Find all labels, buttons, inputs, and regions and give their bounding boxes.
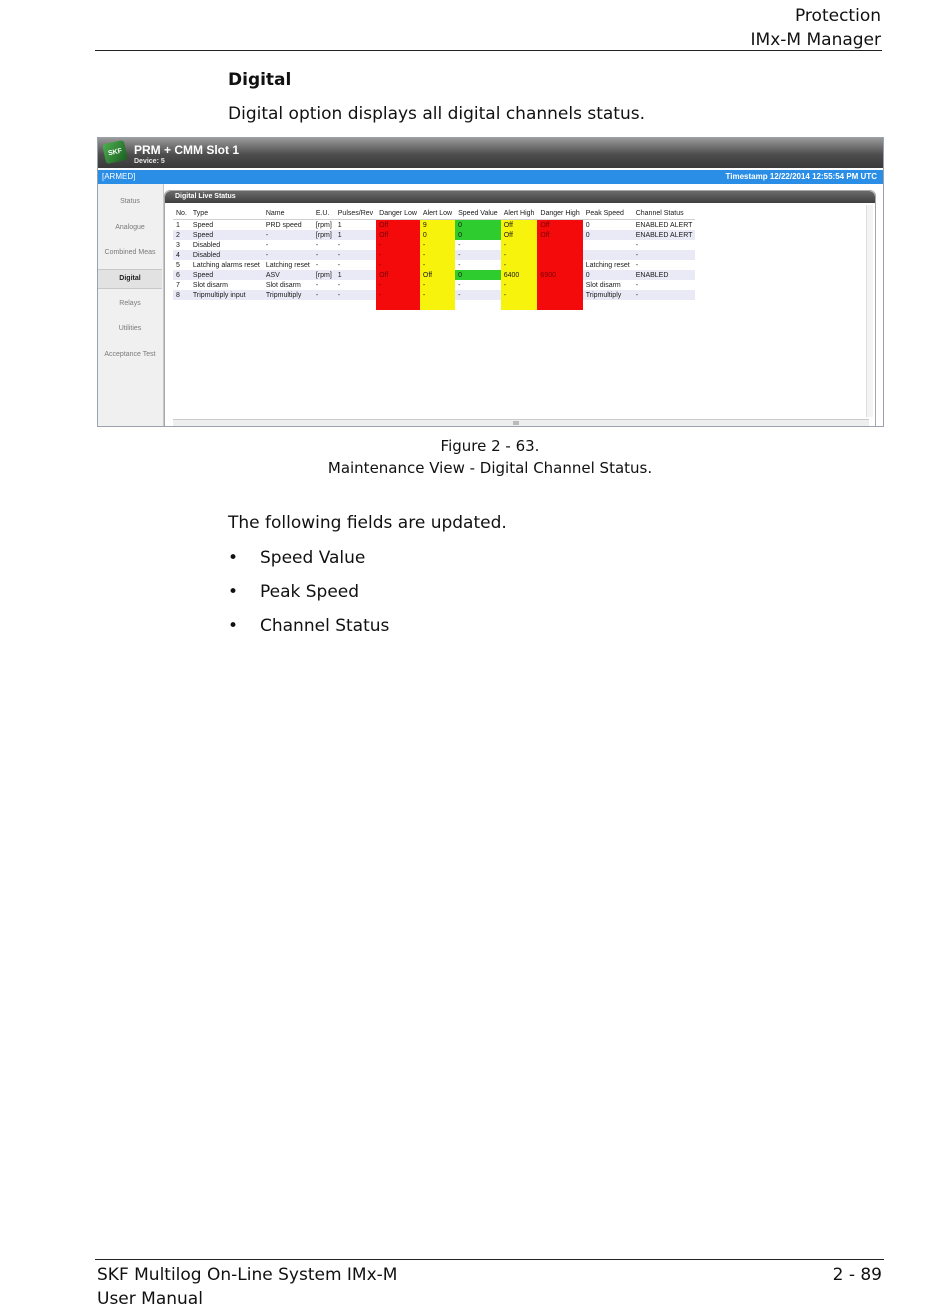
table-row[interactable] — [173, 280, 695, 290]
nav-utilities[interactable]: Utilities — [118, 325, 142, 332]
table-cell: - — [633, 250, 696, 260]
table-cell: 0 — [455, 270, 501, 280]
table-cell: Tripmultiply input — [190, 290, 263, 300]
table-cell — [537, 280, 582, 290]
table-row[interactable] — [173, 270, 695, 280]
table-cell: ASV — [263, 270, 313, 280]
section-intro: Digital option displays all digital channels status. — [228, 104, 645, 124]
column-header[interactable]: Type — [190, 207, 263, 220]
bullet-icon: • — [228, 548, 239, 568]
header-rule — [95, 50, 882, 51]
body-paragraph: The following fields are updated. — [228, 513, 507, 533]
table-cell: Off — [501, 220, 538, 231]
table-cell: Off — [376, 220, 420, 231]
table-cell: 0 — [583, 230, 633, 240]
table-cell: [rpm] — [315, 221, 332, 229]
table-cell: - — [337, 261, 341, 269]
table-cell: Tripmultiply — [263, 290, 313, 300]
digital-live-status-panel — [164, 190, 876, 427]
table-cell — [537, 290, 582, 300]
table-cell — [537, 260, 582, 270]
table-cell: 0 — [420, 230, 455, 240]
app-device: Device: 5 — [134, 158, 165, 165]
section-title: Digital — [228, 70, 292, 90]
table-cell: PRD speed — [265, 221, 302, 229]
table-cell: Off — [537, 230, 582, 240]
panel-header — [165, 191, 875, 203]
column-header[interactable]: Pulses/Rev — [335, 207, 376, 220]
table-cell: 6900 — [537, 270, 582, 280]
table-cell: Disabled — [192, 241, 221, 249]
figure-caption: Maintenance View - Digital Channel Status. — [327, 459, 653, 477]
table-cell: - — [376, 280, 420, 290]
digital-status-table — [173, 207, 695, 310]
table-cell: - — [335, 290, 376, 300]
table-cell: - — [420, 250, 455, 260]
list-item-text: Peak Speed — [260, 582, 360, 602]
table-cell — [420, 300, 455, 310]
app-screenshot — [97, 137, 884, 427]
table-cell: - — [458, 241, 461, 249]
nav-analogue[interactable]: Analogue — [115, 224, 145, 231]
table-cell — [633, 300, 696, 310]
table-cell: - — [263, 230, 313, 240]
nav-relays[interactable]: Relays — [119, 300, 141, 307]
column-header[interactable]: Channel Status — [633, 207, 696, 220]
table-cell: - — [635, 241, 639, 249]
table-cell: - — [420, 260, 455, 270]
table-cell: 5 — [176, 261, 180, 269]
table-row — [173, 300, 695, 310]
scrollbar-thumb[interactable] — [513, 421, 519, 425]
table-cell: Off — [420, 270, 455, 280]
table-cell: Speed — [190, 230, 263, 240]
table-row[interactable] — [173, 250, 695, 260]
table-cell: Slot disarm — [192, 281, 228, 289]
table-cell: 6400 — [501, 270, 538, 280]
table-cell: [rpm] — [313, 270, 335, 280]
table-cell — [583, 300, 633, 310]
table-cell: - — [335, 250, 376, 260]
column-header[interactable]: Name — [263, 207, 313, 220]
table-cell: - — [420, 280, 455, 290]
table-cell: - — [458, 261, 461, 269]
table-cell: ENABLED ALERT — [633, 230, 696, 240]
table-cell — [335, 300, 376, 310]
table-cell: - — [635, 261, 639, 269]
table-cell — [537, 250, 582, 260]
table-cell: - — [501, 250, 538, 260]
table-cell: - — [455, 250, 501, 260]
table-cell: Slot disarm — [265, 281, 301, 289]
header-product: IMx-M Manager — [750, 30, 881, 50]
table-cell: 7 — [176, 281, 180, 289]
column-header[interactable]: Danger High — [537, 207, 582, 220]
table-cell: Disabled — [190, 250, 263, 260]
armed-status: [ARMED] — [102, 172, 136, 181]
table-cell: 0 — [455, 220, 501, 231]
table-cell: Latching reset — [265, 261, 310, 269]
table-cell: Slot disarm — [585, 281, 621, 289]
table-cell — [190, 300, 263, 310]
side-nav — [98, 184, 164, 426]
table-cell: - — [265, 241, 269, 249]
horizontal-scrollbar[interactable] — [173, 419, 869, 427]
table-cell: 9 — [420, 220, 455, 231]
table-cell: 0 — [583, 270, 633, 280]
table-cell — [537, 300, 582, 310]
column-header[interactable]: Danger Low — [376, 207, 420, 220]
column-header[interactable]: Speed Value — [455, 207, 501, 220]
table-cell: - — [337, 241, 341, 249]
table-cell: - — [455, 290, 501, 300]
status-bar — [98, 170, 883, 184]
table-cell: - — [313, 250, 335, 260]
table-cell: - — [315, 281, 319, 289]
table-cell: 0 — [585, 221, 590, 229]
footer-product: SKF Multilog On-Line System IMx-M — [97, 1265, 398, 1285]
table-cell: Off — [501, 230, 538, 240]
table-cell — [313, 300, 335, 310]
table-cell: - — [337, 281, 341, 289]
table-cell: - — [263, 250, 313, 260]
table-cell: - — [458, 281, 461, 289]
nav-digital[interactable]: Digital — [98, 269, 162, 289]
table-cell: Latching alarms reset — [192, 261, 260, 269]
nav-combined-meas[interactable]: Combined Meas — [104, 249, 156, 256]
column-header[interactable]: E.U. — [313, 207, 335, 220]
table-cell: - — [635, 281, 639, 289]
column-header[interactable]: Alert High — [501, 207, 538, 220]
table-cell: - — [501, 280, 538, 290]
table-cell: - — [376, 290, 420, 300]
table-cell: - — [315, 241, 319, 249]
vertical-scrollbar[interactable] — [866, 205, 873, 417]
table-cell — [263, 300, 313, 310]
list-item-text: Channel Status — [260, 616, 390, 636]
table-cell: - — [501, 260, 538, 270]
table-cell: 2 — [173, 230, 190, 240]
table-cell: Speed — [192, 221, 214, 229]
table-cell: Off — [376, 270, 420, 280]
table-cell — [583, 240, 633, 250]
table-cell: - — [420, 240, 455, 250]
nav-status[interactable]: Status — [120, 198, 140, 205]
table-cell: - — [501, 290, 538, 300]
table-cell: 1 — [176, 221, 180, 229]
table-cell — [376, 300, 420, 310]
timestamp: Timestamp 12/22/2014 12:55:54 PM UTC — [725, 172, 877, 181]
bullet-icon: • — [228, 616, 239, 636]
table-cell: [rpm] — [313, 230, 335, 240]
table-cell — [455, 300, 501, 310]
panel-title: Digital Live Status — [175, 193, 236, 200]
table-cell: Off — [376, 230, 420, 240]
column-header[interactable]: Alert Low — [420, 207, 455, 220]
table-cell — [173, 300, 190, 310]
table-cell: - — [376, 240, 420, 250]
table-row[interactable] — [173, 290, 695, 300]
table-cell: - — [313, 290, 335, 300]
list-item-text: Speed Value — [260, 548, 366, 568]
figure-number: Figure 2 - 63. — [440, 437, 540, 455]
table-cell: - — [376, 250, 420, 260]
footer-doc: User Manual — [97, 1289, 203, 1309]
bullet-icon: • — [228, 582, 239, 602]
column-header[interactable]: Peak Speed — [583, 207, 633, 220]
table-row[interactable] — [173, 230, 695, 240]
table-cell: Speed — [190, 270, 263, 280]
table-cell: 1 — [337, 221, 342, 229]
table-cell — [583, 250, 633, 260]
table-cell: Off — [537, 220, 582, 231]
table-cell: ENABLED — [633, 270, 696, 280]
table-cell: 8 — [173, 290, 190, 300]
table-cell: Latching reset — [585, 261, 630, 269]
table-cell: - — [501, 240, 538, 250]
table-cell: 0 — [455, 230, 501, 240]
table-cell: 4 — [173, 250, 190, 260]
app-titlebar — [98, 138, 883, 168]
table-cell: - — [315, 261, 319, 269]
table-cell: ENABLED ALERT — [635, 221, 693, 229]
footer-rule — [95, 1259, 884, 1260]
header-section: Protection — [794, 6, 881, 26]
skf-logo-icon: SKF — [102, 140, 128, 164]
table-cell: - — [420, 290, 455, 300]
table-cell: - — [376, 260, 420, 270]
table-cell: Tripmultiply — [583, 290, 633, 300]
table-row[interactable] — [173, 260, 695, 270]
table-cell: 3 — [176, 241, 180, 249]
table-cell: - — [633, 290, 696, 300]
table-row[interactable] — [173, 220, 695, 231]
footer-page-number: 2 - 89 — [832, 1265, 882, 1285]
table-cell: 6 — [173, 270, 190, 280]
column-header[interactable]: No. — [173, 207, 190, 220]
app-title: PRM + CMM Slot 1 — [134, 143, 240, 157]
nav-acceptance-test[interactable]: Acceptance Test — [104, 351, 156, 358]
table-body — [173, 220, 695, 311]
table-cell — [537, 240, 582, 250]
table-header-row — [173, 207, 695, 220]
table-row[interactable] — [173, 240, 695, 250]
table-cell — [501, 300, 538, 310]
table-cell: 1 — [335, 230, 376, 240]
table-cell: 1 — [335, 270, 376, 280]
